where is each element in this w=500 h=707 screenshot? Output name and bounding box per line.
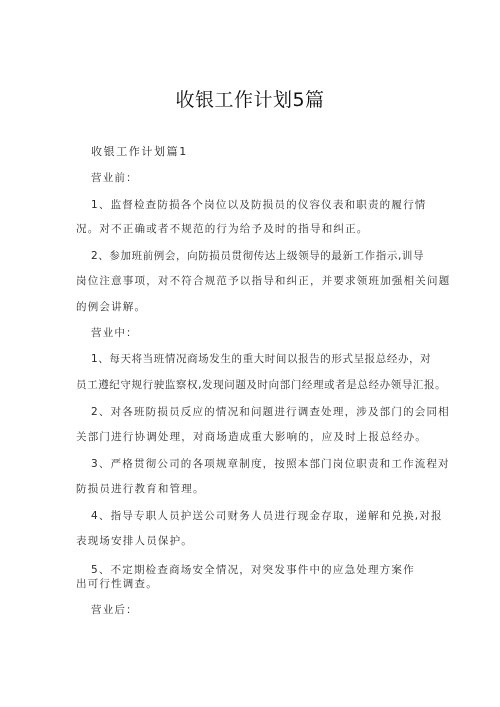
paragraph-line: 4、指导专职人员护送公司财务人员进行现金存取，递解和兑换,对报 bbox=[91, 510, 443, 522]
document-title: 收银工作计划5篇 bbox=[175, 89, 325, 111]
paragraph-label: 营业中： bbox=[91, 327, 138, 339]
paragraph-line: 3、严格贯彻公司的各项规章制度，按照本部门岗位职责和工作流程对 bbox=[91, 458, 450, 470]
paragraph-line: 岗位注意事项，对不符合规范予以指导和纠正，并要求领班加强相关问题 bbox=[76, 275, 451, 287]
paragraph-label: 营业后： bbox=[91, 604, 138, 616]
section-heading: 收银工作计划篇1 bbox=[91, 145, 188, 158]
paragraph-line: 5、不定期检查商场安全情况，对突发事件中的应急处理方案作 bbox=[91, 564, 415, 576]
paragraph-line: 表现场安排人员保护。 bbox=[76, 535, 193, 547]
paragraph-line: 防损员进行教育和管理。 bbox=[76, 483, 205, 495]
paragraph-line: 1、每天将当班情况商场发生的重大时间以报告的形式呈报总经办，对 bbox=[91, 353, 432, 365]
paragraph-line: 况。对不正确或者不规范的行为给予及时的指导和纠正。 bbox=[76, 223, 369, 235]
paragraph-line: 1、监督检查防损各个岗位以及防损员的仪容仪表和职责的履行情 bbox=[91, 199, 427, 211]
paragraph-line: 2、参加班前例会，向防损员贯彻传达上级领导的最新工作指示,训导 bbox=[91, 250, 425, 262]
paragraph-label: 营业前： bbox=[91, 172, 138, 184]
paragraph-line: 出可行性调查。 bbox=[76, 578, 158, 590]
paragraph-line: 2、对各班防损员反应的情况和问题进行调查处理，涉及部门的会同相 bbox=[91, 406, 450, 418]
paragraph-line: 员工遵纪守规行驶监察权,发现问题及时向部门经理或者是总经办领导汇报。 bbox=[76, 379, 447, 391]
paragraph-line: 的例会讲解。 bbox=[76, 301, 147, 313]
paragraph-line: 关部门进行协调处理，对商场造成重大影响的，应及时上报总经办。 bbox=[76, 431, 427, 443]
